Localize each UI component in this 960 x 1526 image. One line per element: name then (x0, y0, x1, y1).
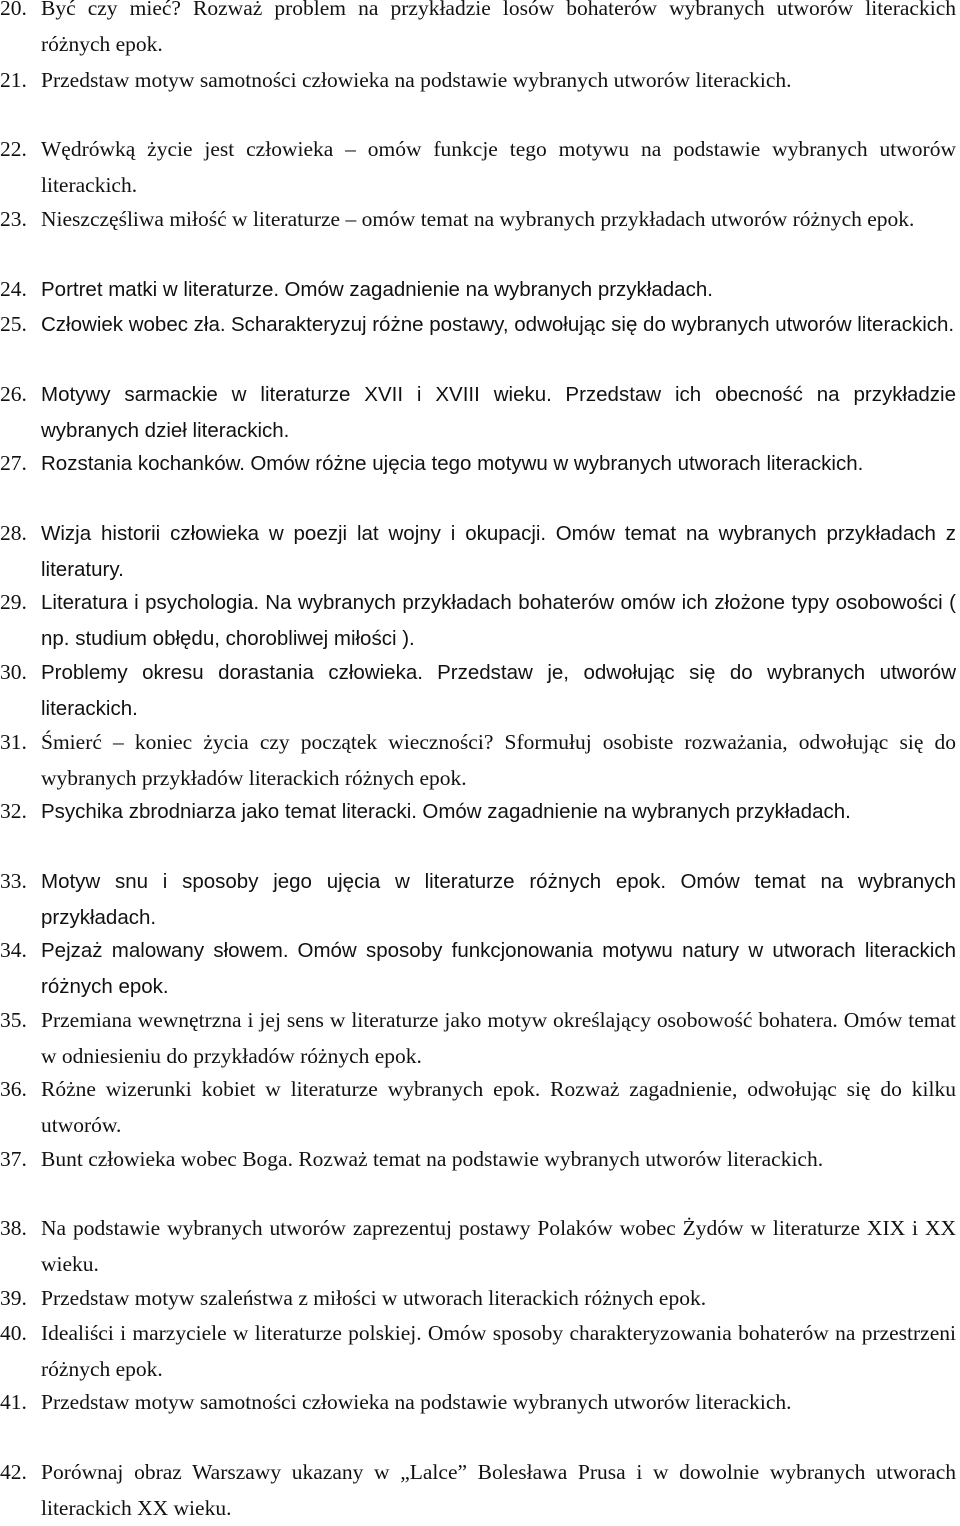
item-number: 27. (0, 451, 27, 475)
item-lead: Pejzaż malowany słowem. (41, 939, 289, 962)
item-lead: Literatura i psychologia. (41, 591, 260, 614)
item-text (41, 272, 956, 308)
item-number: 41. (0, 1390, 27, 1414)
item-number: 26. (0, 382, 27, 406)
item-text (41, 1385, 956, 1421)
item-body: Bunt człowieka wobec Boga. Rozważ temat na podstawie wybranych utworów literackich. (41, 1147, 824, 1171)
list-item (0, 933, 956, 1005)
item-text (41, 1003, 956, 1074)
item-text (41, 933, 956, 1005)
item-body: Przedstaw motyw samotności człowieka na podstawie wybranych utworów literackich. (41, 68, 792, 92)
item-number: 42. (0, 1460, 27, 1484)
item-text (41, 132, 956, 203)
item-text (41, 516, 956, 588)
item-number: 32. (0, 799, 27, 823)
item-body: Omów sposoby funkcjonowania motywu natury w utworach literackich różnych epok. (41, 939, 957, 998)
list-item (0, 1281, 956, 1317)
item-text (41, 794, 956, 830)
item-number: 28. (0, 521, 27, 545)
item-lead: Motywy sarmackie w literaturze XVII i XVIII wieku. (41, 383, 552, 406)
item-body: Wędrówką życie jest człowieka – omów funkcje tego motywu na podstawie wybranych utworów literackich. (41, 137, 956, 197)
list-item (0, 446, 956, 482)
item-number: 29. (0, 590, 27, 614)
item-lead: Psychika zbrodniarza jako temat literacki. (41, 800, 417, 823)
item-body: Różne wizerunki kobiet w literaturze wybranych epok. Rozważ zagadnienie, odwołując się do kilku utworów. (41, 1077, 956, 1137)
list-item (0, 1072, 956, 1143)
item-body: Na podstawie wybranych utworów zaprezentuj postawy Polaków wobec Żydów w literaturze XIX i XX wieku. (41, 1216, 956, 1276)
item-body: Omów temat na wybranych przykładach z literatury. (41, 522, 957, 581)
list-item (0, 1455, 956, 1526)
item-text (41, 0, 956, 62)
item-text (41, 202, 956, 238)
item-number: 24. (0, 277, 27, 301)
item-number: 25. (0, 312, 27, 336)
item-text (41, 1316, 956, 1387)
list-item (0, 585, 956, 657)
item-body: Przedstaw ich obecność na przykładzie wybranych dzieł literackich. (41, 383, 957, 442)
list-item (0, 132, 956, 203)
item-body: Być czy mieć? Rozważ problem na przykładzie losów bohaterów wybranych utworów literackich różnych epok. (41, 0, 956, 56)
list-item (0, 1316, 956, 1387)
item-text (41, 585, 956, 657)
item-number: 31. (0, 730, 27, 754)
item-text (41, 725, 956, 796)
item-text (41, 1281, 956, 1317)
item-body: Omów zagadnienie na wybranych przykładach. (284, 278, 713, 301)
item-lead: Wizja historii człowieka w poezji lat wojny i okupacji. (41, 522, 547, 545)
item-body: Idealiści i marzyciele w literaturze polskiej. Omów sposoby charakteryzowania bohaterów na przestrzeni różnych epok. (41, 1321, 956, 1381)
item-text (41, 1072, 956, 1143)
item-number: 22. (0, 137, 27, 161)
item-text (41, 1211, 956, 1282)
item-lead: Portret matki w literaturze. (41, 278, 280, 301)
item-number: 21. (0, 68, 27, 92)
list-item (0, 1211, 956, 1282)
list-item (0, 0, 956, 62)
list-item (0, 307, 956, 343)
item-lead: Motyw snu i sposoby jego ujęcia w literaturze różnych epok. (41, 870, 667, 893)
item-body: Porównaj obraz Warszawy ukazany w „Lalce” Bolesława Prusa i w dowolnie wybranych utworach literackich XX wieku. (41, 1460, 956, 1520)
item-body: Przemiana wewnętrzna i jej sens w literaturze jako motyw określający osobowość bohatera. Omów temat w odniesieniu do przykładów różnych epok. (41, 1008, 956, 1068)
item-body: Przedstaw je, odwołując się do wybranych utworów literackich. (41, 661, 957, 720)
list-item (0, 1142, 956, 1178)
item-number: 33. (0, 869, 27, 893)
list-item (0, 1003, 956, 1074)
item-number: 35. (0, 1008, 27, 1032)
item-body: Śmierć – koniec życia czy początek wieczności? Sformułuj osobiste rozważania, odwołując się do wybranych przykładów literackich różnych epok. (41, 730, 956, 790)
item-number: 38. (0, 1216, 27, 1240)
item-body: Scharakteryzuj różne postawy, odwołując się do wybranych utworów literackich. (230, 313, 955, 336)
item-number: 23. (0, 207, 27, 231)
item-body: Omów zagadnienie na wybranych przykładach. (422, 800, 851, 823)
item-text (41, 307, 956, 343)
list-item (0, 272, 956, 308)
item-lead: Problemy okresu dorastania człowieka. (41, 661, 423, 684)
list-item (0, 1385, 956, 1421)
item-text (41, 1142, 956, 1178)
list-item (0, 864, 956, 936)
item-number: 30. (0, 660, 27, 684)
list-item (0, 377, 956, 449)
item-lead: Rozstania kochanków. (41, 452, 245, 475)
item-body: Nieszczęśliwa miłość w literaturze – omów temat na wybranych przykładach utworów różnych epok. (41, 207, 915, 231)
item-text (41, 446, 956, 482)
item-body: Omów temat na wybranych przykładach. (41, 870, 957, 929)
item-number: 39. (0, 1286, 27, 1310)
item-lead: Człowiek wobec zła. (41, 313, 226, 336)
item-body: Na wybranych przykładach bohaterów omów ich złożone typy osobowości ( np. studium obłędu, chorobliwej miłości ). (41, 591, 957, 650)
item-text (41, 63, 956, 99)
list-item (0, 725, 956, 796)
list-item (0, 63, 956, 99)
item-text (41, 377, 956, 449)
item-text (41, 864, 956, 936)
list-item (0, 516, 956, 588)
item-number: 20. (0, 0, 27, 20)
item-body: Omów różne ujęcia tego motywu w wybranych utworach literackich. (250, 452, 864, 475)
item-number: 36. (0, 1077, 27, 1101)
item-text (41, 1455, 956, 1526)
item-text (41, 655, 956, 727)
item-body: Przedstaw motyw szaleństwa z miłości w utworach literackich różnych epok. (41, 1286, 707, 1310)
list-item (0, 202, 956, 238)
item-number: 37. (0, 1147, 27, 1171)
item-number: 40. (0, 1321, 27, 1345)
item-number: 34. (0, 938, 27, 962)
list-item (0, 794, 956, 830)
list-item (0, 655, 956, 727)
item-body: Przedstaw motyw samotności człowieka na podstawie wybranych utworów literackich. (41, 1390, 792, 1414)
